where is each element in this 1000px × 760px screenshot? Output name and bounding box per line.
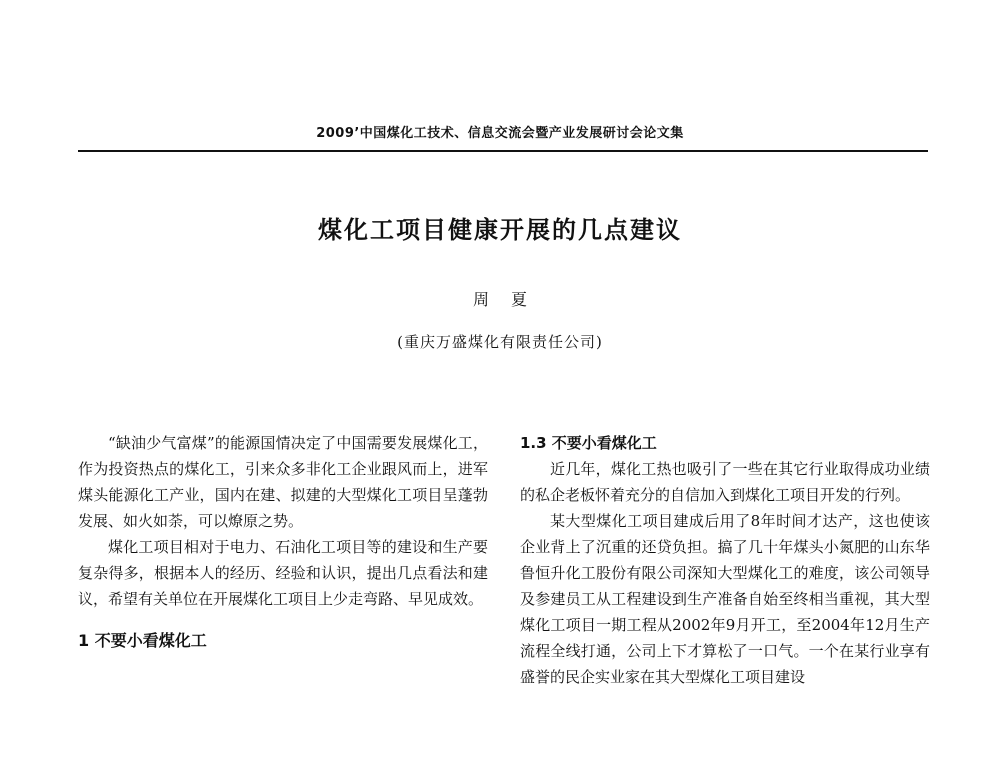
paragraph: 煤化工项目相对于电力、石油化工项目等的建设和生产要复杂得多，根据本人的经历、经验和认识，提出几点看法和建议，希望有关单位在开展煤化工项目上少走弯路、早见成效。 [78,538,488,608]
running-header: 2009’中国煤化工技术、信息交流会暨产业发展研讨会论文集 [316,126,684,141]
author-name: 周夏 [472,290,549,309]
paragraph: 近几年，煤化工热也吸引了一些在其它行业取得成功业绩的私企老板怀着充分的自信加入到煤化工项目开发的行列。 [520,460,930,504]
left-column [78,430,488,654]
paragraph: 某大型煤化工项目建成后用了8年时间才达产，这也使该企业背上了沉重的还贷负担。搞了几十年煤头小氮肥的山东华鲁恒升化工股份有限公司深知大型煤化工的难度，该公司领导及参建员工从工程建设到生产准备自始至终相当重视，其大型煤化工项目一期工程从2002年9月开工，至2004年12月生产流程全线打通，公司上下才算松了一口气。一个在某行业享有盛誉的民企实业家在其大型煤化工项目建设 [520,512,930,686]
section-heading: 1 不要小看煤化工 [78,631,207,650]
section-heading: 1.3 不要小看煤化工 [520,434,657,452]
author-affiliation: (重庆万盛煤化有限责任公司) [397,333,603,351]
right-column [520,430,930,690]
paragraph: “缺油少气富煤”的能源国情决定了中国需要发展煤化工，作为投资热点的煤化工，引来众多非化工企业跟风而上，进军煤头能源化工产业，国内在建、拟建的大型煤化工项目呈蓬勃发展、如火如荼，可以燎原之势。 [78,434,488,530]
article-title: 煤化工项目健康开展的几点建议 [318,216,682,244]
header-rule [78,150,928,152]
